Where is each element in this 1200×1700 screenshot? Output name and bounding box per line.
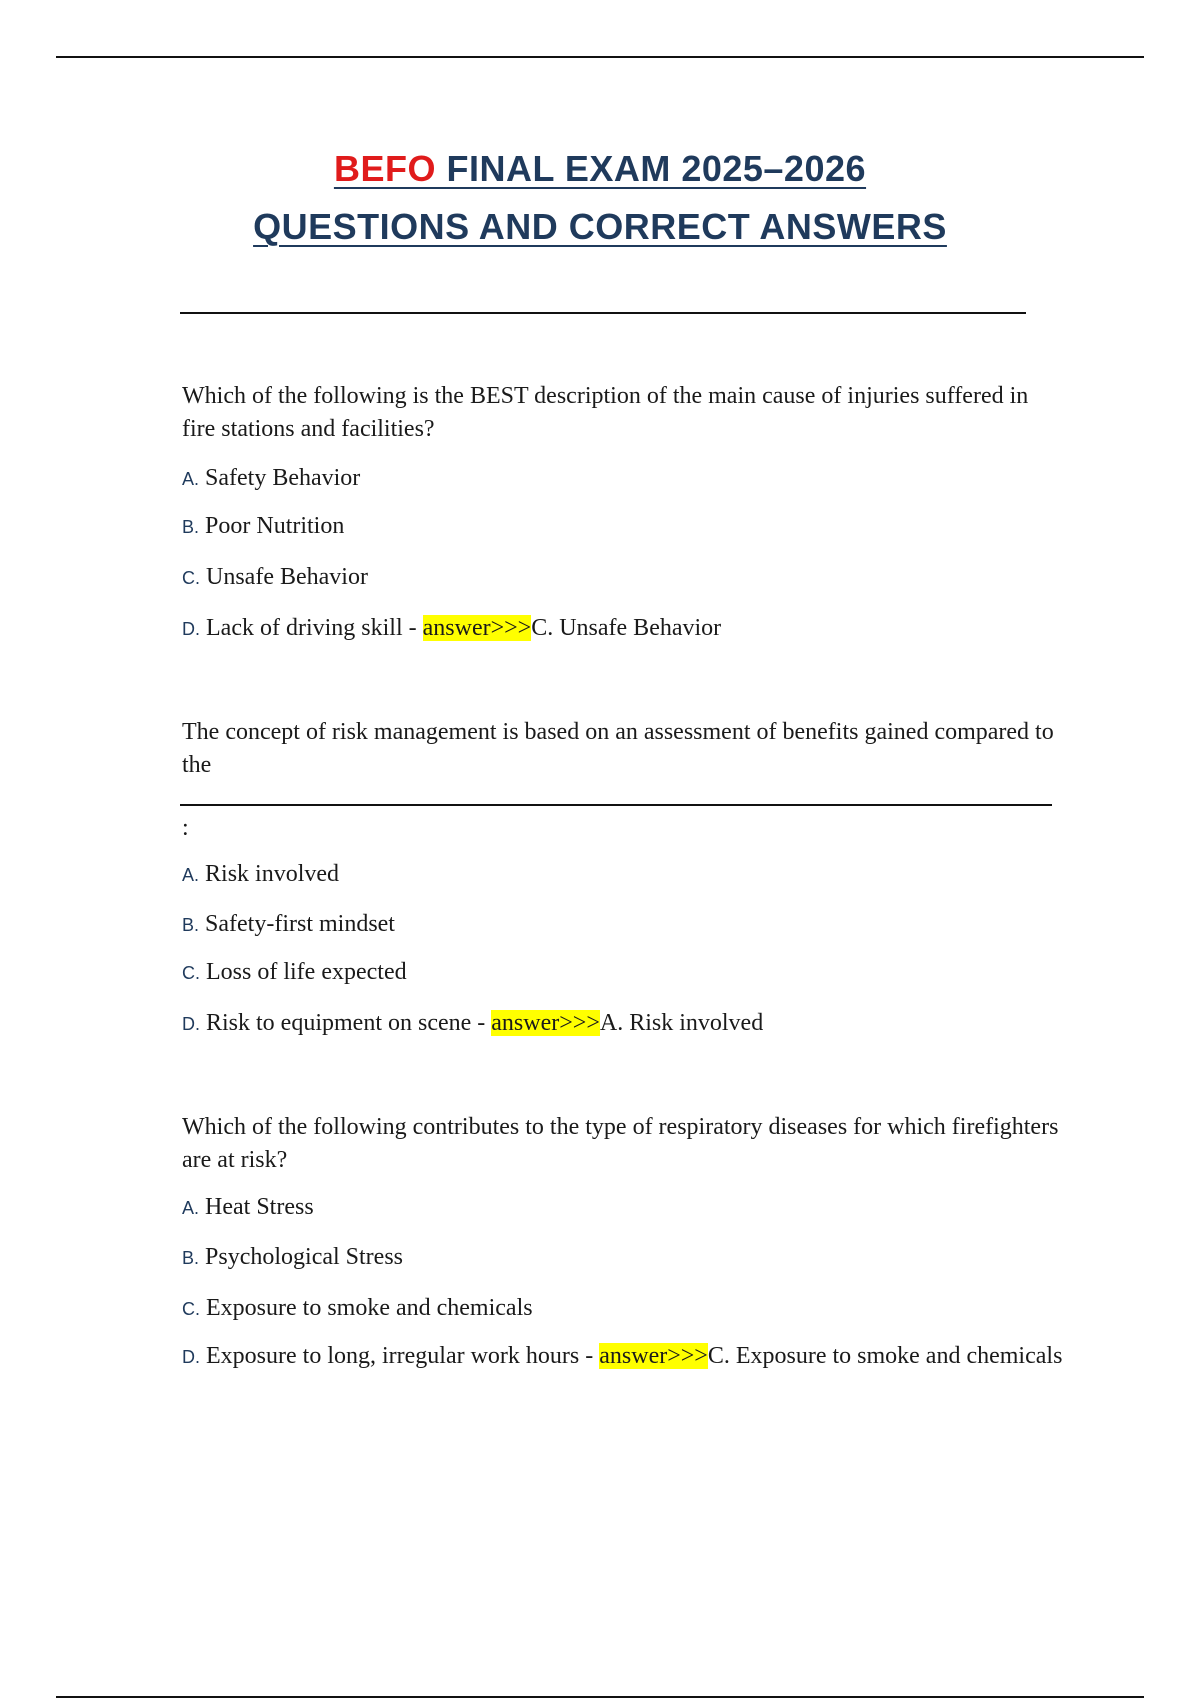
question-1-option-a [182,462,1062,496]
option-text: Risk to equipment on scene - [206,1010,492,1036]
option-letter: D. [182,1347,200,1367]
question-1-text: Which of the following is the BEST description of the main cause of injuries suffered in fire stations and facilities? [182,383,1029,442]
option-letter: B. [182,517,200,537]
answer-text: C. Unsafe Behavior [531,615,722,641]
option-letter: A. [182,469,200,489]
document-title-line-2 [0,206,1200,248]
question-3-option-c [182,1292,1062,1326]
question-1-option-c [182,561,1062,595]
title-line1-rest: FINAL EXAM 2025–2026 [446,148,867,189]
title-line2: QUESTIONS AND CORRECT ANSWERS [253,206,947,247]
option-letter: C. [182,1299,200,1319]
option-text: Safety Behavior [205,465,361,491]
document-title-line-1 [0,148,1200,190]
option-text: Loss of life expected [206,959,407,985]
title-brand: BEFO [333,148,436,189]
option-letter: A. [182,1198,200,1218]
title-separator [180,312,1026,314]
option-text: Heat Stress [205,1194,314,1220]
option-text: Poor Nutrition [205,513,345,539]
option-text: Risk involved [205,861,340,887]
option-letter: C. [182,568,200,588]
fill-in-blank-line [180,804,1052,806]
option-letter: C. [182,963,200,983]
option-text: Psychological Stress [205,1244,404,1270]
option-text: Exposure to long, irregular work hours - [206,1343,600,1369]
answer-marker: answer>>> [491,1010,600,1036]
question-1-option-d [182,612,1062,646]
option-text: Unsafe Behavior [206,564,368,590]
option-letter: B. [182,915,200,935]
answer-marker: answer>>> [422,615,532,641]
answer-text: A. Risk involved [599,1010,764,1036]
question-2-option-d [182,1007,1062,1041]
question-3-text: Which of the following contributes to the type of respiratory diseases for which firefighters are at risk? [182,1114,1059,1173]
answer-text: C. Exposure to smoke and chemicals [707,1343,1063,1369]
page-top-rule [56,56,1144,58]
question-3-option-d [182,1340,1086,1374]
option-letter: B. [182,1248,200,1268]
option-letter: D. [182,619,200,639]
question-3-option-a [182,1191,1062,1225]
question-2-text: The concept of risk management is based on an assessment of benefits gained compared to the [182,719,1054,778]
option-text: Lack of driving skill - [206,615,423,641]
question-2-option-b [182,908,1062,942]
page-bottom-rule [56,1696,1144,1698]
option-text: Safety-first mindset [205,911,395,937]
answer-marker: answer>>> [599,1343,708,1369]
question-2-option-c [182,956,1062,990]
option-letter: D. [182,1014,200,1034]
question-2-trailing: : [182,815,189,841]
option-text: Exposure to smoke and chemicals [206,1295,533,1321]
question-2-option-a [182,858,1062,892]
question-1-option-b [182,510,1062,544]
option-letter: A. [182,865,200,885]
question-3-option-b [182,1241,1062,1275]
